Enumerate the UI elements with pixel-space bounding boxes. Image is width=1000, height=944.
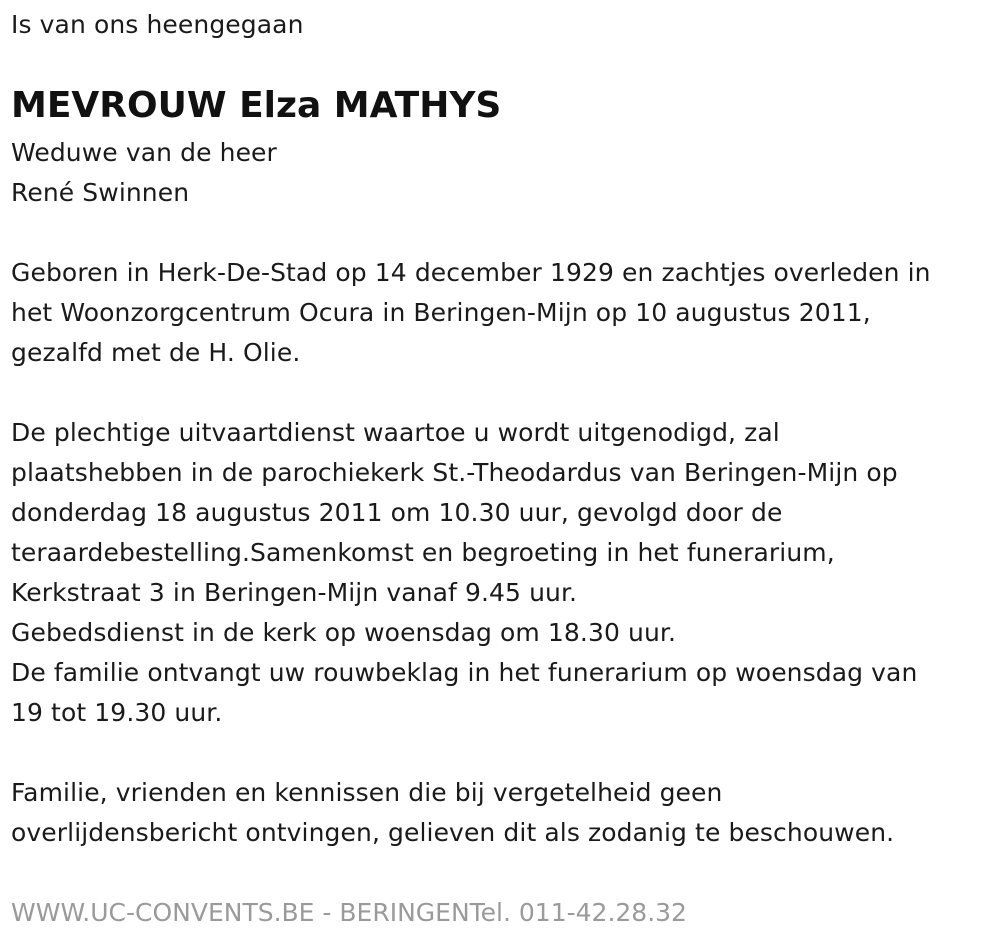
closing-paragraph	[11, 773, 894, 853]
paragraph-line: De familie ontvangt uw rouwbeklag in het funerarium op woensdag van	[11, 658, 918, 687]
intro-text: Is van ons heengegaan	[11, 10, 304, 39]
paragraph-line: Geboren in Herk-De-Stad op 14 december 1929 en zachtjes overleden in	[11, 258, 931, 287]
funeral-service-paragraph	[11, 413, 917, 733]
widow-line: René Swinnen	[11, 178, 190, 207]
paragraph-line: De plechtige uitvaartdienst waartoe u wordt uitgenodigd, zal	[11, 418, 780, 447]
paragraph-line: Gebedsdienst in de kerk op woensdag om 18.30 uur.	[11, 618, 677, 647]
widow-line: Weduwe van de heer	[11, 138, 277, 167]
paragraph-line: gezalfd met de H. Olie.	[11, 338, 301, 367]
paragraph-line: donderdag 18 augustus 2011 om 10.30 uur, gevolgd door de	[11, 498, 783, 527]
paragraph-line: Kerkstraat 3 in Beringen-Mijn vanaf 9.45 uur.	[11, 578, 578, 607]
birth-death-paragraph	[11, 253, 931, 373]
deceased-name: MEVROUW Elza MATHYS	[11, 85, 502, 126]
paragraph-line: 19 tot 19.30 uur.	[11, 698, 223, 727]
paragraph-line: het Woonzorgcentrum Ocura in Beringen-Mijn op 10 augustus 2011,	[11, 298, 871, 327]
paragraph-line: teraardebestelling.Samenkomst en begroeting in het funerarium,	[11, 538, 835, 567]
paragraph-line: overlijdensbericht ontvingen, gelieven dit als zodanig te beschouwen.	[11, 818, 895, 847]
paragraph-line: Familie, vrienden en kennissen die bij vergetelheid geen	[11, 778, 723, 807]
widow-block	[11, 133, 277, 213]
paragraph-line: plaatshebben in de parochiekerk St.-Theodardus van Beringen-Mijn op	[11, 458, 898, 487]
footer-contact: WWW.UC-CONVENTS.BE - BERINGENTel. 011-42.28.32	[11, 898, 687, 927]
